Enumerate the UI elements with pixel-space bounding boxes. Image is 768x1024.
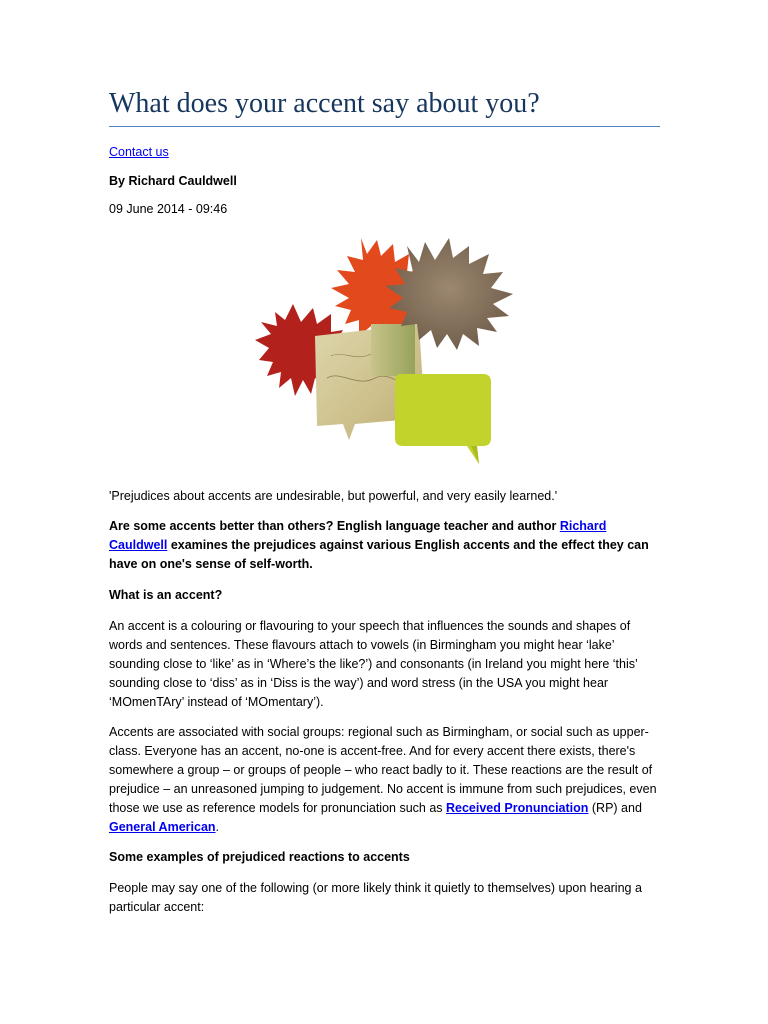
- paragraph-text: Accents are associated with social groups: regional such as Birmingham, or social such as upper-class. Everyone has an accent, no-one is accent-free. And for every accent there exists, there's somewhere a group – or groups of people – who react badly to it. These reactions are the result of prejudice – an unreasoned jumping to judgement. No accent is immune from such prejudices, even those we use as reference models for pronunciation such as: [109, 725, 657, 815]
- author-link[interactable]: Richard Cauldwell: [109, 519, 607, 552]
- section-heading: Some examples of prejudiced reactions to accents: [109, 850, 410, 864]
- paragraph: [109, 723, 661, 837]
- contact-line: [109, 143, 661, 162]
- section-heading: What is an accent?: [109, 588, 223, 602]
- paragraph: People may say one of the following (or more likely think it quietly to themselves) upon hearing a particular accent:: [109, 881, 642, 914]
- speech-bubbles-illustration: [231, 228, 609, 476]
- title-divider: [109, 126, 660, 127]
- lime-speech-bubble: [395, 374, 491, 464]
- intro-text-2: examines the prejudices against various English accents and the effect they can have on one's sense of self-worth.: [109, 538, 649, 571]
- paragraph: An accent is a colouring or flavouring to your speech that influences the sounds and shapes of words and sentences. These flavours attach to vowels (in Birmingham you might hear ‘lake’ sounding close to ‘like’ as in ‘Where’s the like?’) and consonants (in Ireland you might here ‘this’ sounding close to ‘diss’ as in ‘Diss is the way’) and word stress (in the USA you might hear ‘MOmenTAry’ instead of ‘MOmentary’).: [109, 619, 638, 709]
- page-title: What does your accent say about you?: [109, 88, 540, 119]
- olive-note: [371, 324, 415, 376]
- received-pronunciation-link[interactable]: Received Pronunciation: [446, 801, 589, 815]
- intro-text-1: Are some accents better than others? English language teacher and author: [109, 519, 560, 533]
- paragraph-text: (RP) and: [588, 801, 642, 815]
- publish-date: 09 June 2014 - 09:46: [109, 202, 228, 216]
- general-american-link[interactable]: General American: [109, 820, 216, 834]
- intro-paragraph: [109, 517, 661, 574]
- paragraph-text: .: [215, 820, 220, 834]
- pull-quote: 'Prejudices about accents are undesirable, but powerful, and very easily learned.': [109, 489, 558, 503]
- byline: By Richard Cauldwell: [109, 174, 237, 188]
- contact-us-link[interactable]: Contact us: [109, 145, 169, 159]
